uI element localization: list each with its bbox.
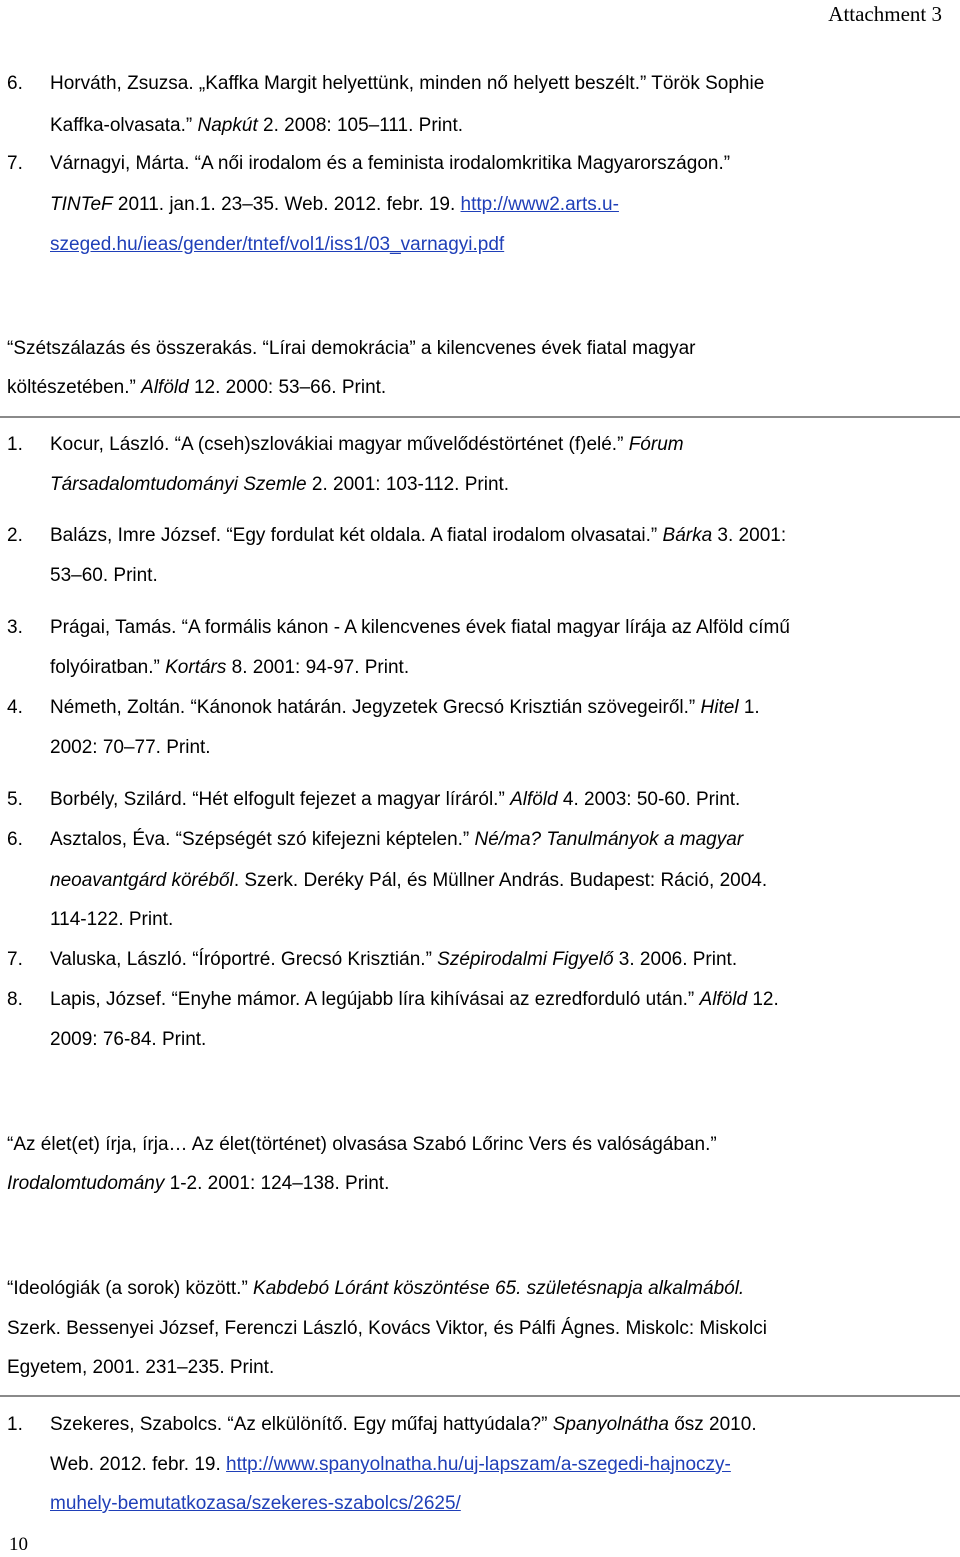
citation-line <box>50 153 730 176</box>
citation-line <box>50 989 779 1012</box>
citation-text: Várnagyi, Márta. “A női irodalom és a feminista irodalomkritika Magyarországon.” <box>50 153 731 174</box>
journal-title: Alföld <box>699 989 748 1010</box>
book-title: Kabdebó Lóránt köszöntése 65. születésnapja alkalmából. <box>253 1278 745 1299</box>
entry-number: 7. <box>7 949 23 970</box>
citation-line <box>50 1454 731 1477</box>
citation-text: 1. <box>738 697 760 718</box>
citation-text: “Az élet(et) írja, írja… Az élet(történet) olvasása Szabó Lőrinc Vers és valóságában.” <box>7 1134 717 1155</box>
citation-line <box>50 434 684 457</box>
citation-text: 2009: 76-84. Print. <box>50 1029 207 1050</box>
section-heading <box>7 377 386 400</box>
attachment-label: Attachment 3 <box>828 2 942 26</box>
citation-text: “Ideológiák (a sorok) között.” <box>7 1278 254 1299</box>
section-heading <box>7 1173 389 1196</box>
citation-text: Asztalos, Éva. “Szépségét szó kifejezni képtelen.” <box>50 829 475 850</box>
citation-line <box>50 1493 461 1516</box>
journal-title: Bárka <box>662 525 713 546</box>
citation-text: Kaffka-olvasata.” <box>50 115 198 136</box>
citation-line <box>50 1414 757 1437</box>
section-heading <box>7 338 696 361</box>
page-number: 10 <box>9 1534 28 1555</box>
section-divider <box>0 416 960 418</box>
citation-line <box>50 234 504 257</box>
citation-text: Lapis, József. “Enyhe mámor. A legújabb líra kihívásai az ezredforduló után.” <box>50 989 700 1010</box>
citation-text: Prágai, Tamás. “A formális kánon - A kilencvenes évek fiatal magyar lírája az Alföld című <box>50 617 790 638</box>
spanyolnatha-url-link-cont[interactable]: muhely-bemutatkozasa/szekeres-szabolcs/2625/ <box>50 1493 461 1514</box>
citation-text: 3. 2001: <box>712 525 787 546</box>
citation-line <box>50 1029 206 1052</box>
entry-number: 1. <box>7 434 23 455</box>
journal-title: Hitel <box>700 697 739 718</box>
citation-text: . Szerk. Deréky Pál, és Müllner András. Budapest: Ráció, 2004. <box>233 870 768 891</box>
citation-text: Szekeres, Szabolcs. “Az elkülönítő. Egy műfaj hattyúdala?” <box>50 1414 553 1435</box>
citation-text: költészetében.” <box>7 377 142 398</box>
varnagyi-url-link-cont[interactable]: szeged.hu/ieas/gender/tntef/vol1/iss1/03_varnagyi.pdf <box>50 234 505 255</box>
citation-line <box>50 870 767 893</box>
citation-line <box>50 737 211 760</box>
citation-text: 2. 2001: 103-112. Print. <box>306 474 510 495</box>
citation-text: 8. 2001: 94-97. Print. <box>226 657 410 678</box>
citation-text: Borbély, Szilárd. “Hét elfogult fejezet a magyar líráról.” <box>50 789 511 810</box>
citation-line <box>50 949 737 972</box>
journal-title: Alföld <box>510 789 558 810</box>
citation-line <box>50 657 409 680</box>
journal-title: Alföld <box>141 377 189 398</box>
section-heading <box>7 1278 744 1301</box>
entry-number: 1. <box>7 1414 23 1435</box>
citation-text: Kocur, László. “A (cseh)szlovákiai magyar művelődéstörténet (f)elé.” <box>50 434 629 455</box>
citation-text: Valuska, László. “Íróportré. Grecsó Krisztián.” <box>50 949 438 970</box>
section-divider <box>0 1395 960 1397</box>
citation-text: Web. 2012. febr. 19. <box>50 1454 227 1475</box>
journal-title: Né/ma? Tanulmányok a magyar <box>474 829 744 850</box>
entry-number: 4. <box>7 697 23 718</box>
section-heading <box>7 1134 717 1157</box>
journal-title: Kortárs <box>165 657 227 678</box>
citation-text: 114-122. Print. <box>50 909 174 930</box>
citation-text: Horváth, Zsuzsa. „Kaffka Margit helyettünk, minden nő helyett beszélt.” Török Sophie <box>50 73 765 94</box>
citation-text: 4. 2003: 50-60. Print. <box>557 789 741 810</box>
citation-line <box>50 565 158 588</box>
journal-title: TINTeF <box>50 194 113 215</box>
citation-line <box>50 73 764 96</box>
citation-text: Balázs, Imre József. “Egy fordulat két oldala. A fiatal irodalom olvasatai.” <box>50 525 663 546</box>
citation-text: Németh, Zoltán. “Kánonok határán. Jegyzetek Grecsó Krisztián szövegeiről.” <box>50 697 701 718</box>
entry-number: 6. <box>7 829 23 850</box>
citation-line <box>50 115 463 138</box>
citation-text: Egyetem, 2001. 231–235. Print. <box>7 1357 275 1378</box>
citation-text: 2. 2008: 105–111. Print. <box>257 115 463 136</box>
citation-line <box>50 194 619 217</box>
entry-number: 7. <box>7 153 23 174</box>
section-heading <box>7 1357 274 1380</box>
journal-title: Társadalomtudományi Szemle <box>50 474 307 495</box>
varnagyi-url-link[interactable]: http://www2.arts.u- <box>460 194 619 215</box>
citation-text: 12. <box>747 989 779 1010</box>
citation-line <box>50 525 786 548</box>
entry-number: 5. <box>7 789 23 810</box>
journal-title: Fórum <box>628 434 684 455</box>
section-heading <box>7 1318 767 1341</box>
entry-number: 8. <box>7 989 23 1010</box>
citation-text: “Szétszálazás és összerakás. “Lírai demokrácia” a kilencvenes évek fiatal magyar <box>7 338 696 359</box>
citation-text: 53–60. Print. <box>50 565 158 586</box>
citation-text: 12. 2000: 53–66. Print. <box>188 377 387 398</box>
citation-line <box>50 789 740 812</box>
journal-title: neoavantgárd köréből <box>50 870 234 891</box>
citation-line <box>50 909 173 932</box>
citation-text: ősz 2010. <box>668 1414 757 1435</box>
entry-number: 3. <box>7 617 23 638</box>
citation-line <box>50 474 509 497</box>
citation-text: folyóiratban.” <box>50 657 166 678</box>
citation-text: 2002: 70–77. Print. <box>50 737 211 758</box>
journal-title: Szépirodalmi Figyelő <box>437 949 614 970</box>
citation-text: Szerk. Bessenyei József, Ferenczi László, Kovács Viktor, és Pálfi Ágnes. Miskolc: Miskolci <box>7 1318 767 1339</box>
citation-line <box>50 829 743 852</box>
journal-title: Spanyolnátha <box>552 1414 669 1435</box>
citation-text: 1-2. 2001: 124–138. Print. <box>164 1173 390 1194</box>
entry-number: 6. <box>7 73 23 94</box>
journal-title: Irodalomtudomány <box>7 1173 165 1194</box>
entry-number: 2. <box>7 525 23 546</box>
citation-text: 3. 2006. Print. <box>613 949 738 970</box>
journal-title: Napkút <box>197 115 258 136</box>
citation-text: 2011. jan.1. 23–35. Web. 2012. febr. 19. <box>112 194 461 215</box>
citation-line <box>50 617 790 640</box>
citation-line <box>50 697 760 720</box>
spanyolnatha-url-link[interactable]: http://www.spanyolnatha.hu/uj-lapszam/a-szegedi-hajnoczy- <box>226 1454 731 1475</box>
